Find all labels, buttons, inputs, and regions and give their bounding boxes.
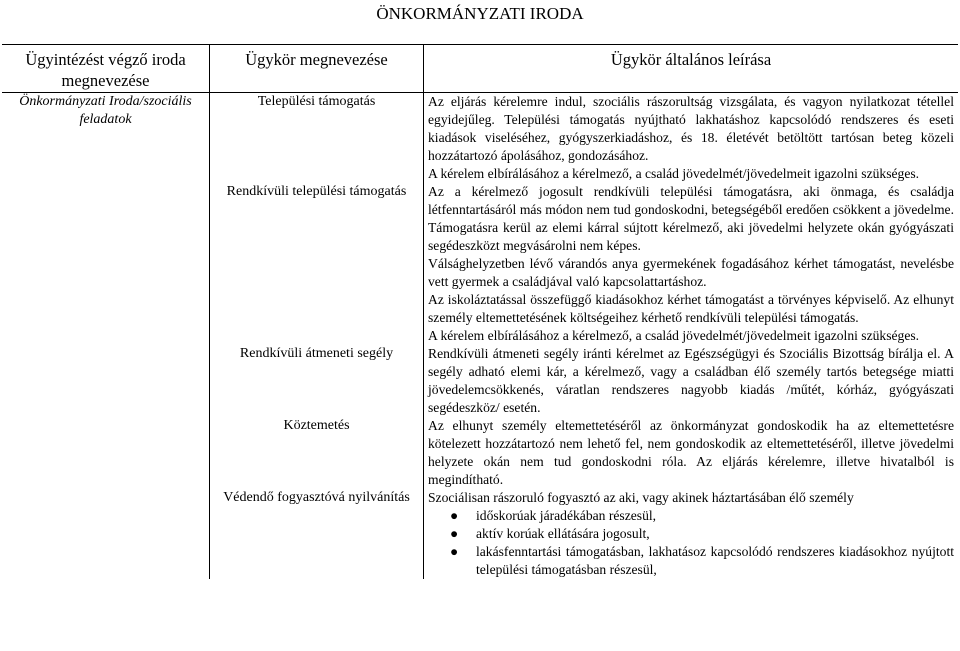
case-type: Települési támogatás [210, 93, 424, 184]
description-paragraph: Rendkívüli átmeneti segély iránti kérelmet az Egészségügyi és Szociális Bizottság bírálja el. A segély adható elemi kár, a kérelmező, vagy a családban élő személy tartós betegsége miatti jövedelemcsökkenés, váratlan rendszeres nagyobb kiadás /műtét, kórház, gyógyászati segédeszköz/ esetén. [428, 346, 954, 415]
bullet-icon: ● [450, 508, 459, 523]
table-row [2, 93, 958, 184]
case-description [424, 417, 959, 489]
case-type: Rendkívüli átmeneti segély [210, 345, 424, 417]
description-paragraph: Az a kérelmező jogosult rendkívüli települési támogatásra, aki önmaga, és családja létfenntartásáról más módon nem tud gondoskodni, betegségéből eredően csökkent a jövedelme. Támogatásra kerül az elemi kárral sújtott kérelmező, aki jövedelmi helyzete okán gyógyászati segédeszközt megvásárolni nem képes. [428, 184, 954, 253]
case-type: Rendkívüli települési támogatás [210, 183, 424, 345]
page-title: ÖNKORMÁNYZATI IRODA [376, 4, 584, 23]
description-paragraph: A kérelem elbírálásához a kérelmező, a család jövedelmét/jövedelmeit igazolni szükséges. [428, 328, 920, 343]
description-paragraph: Válsághelyzetben lévő várandós anya gyermekének fogadásához kérhet támogatást, nevelésbe vett gyermek a családjával való kapcsolattartáshoz. [428, 256, 954, 289]
description-paragraph: Szociálisan rászoruló fogyasztó az aki, vagy akinek háztartásában élő személy [428, 490, 854, 505]
services-table [2, 44, 958, 579]
table-header-row [2, 45, 958, 93]
case-type: Védendő fogyasztóvá nyilvánítás [210, 489, 424, 579]
list-item: ● aktív korúak ellátására jogosult, [450, 526, 650, 541]
description-paragraph: Az elhunyt személy eltemettetéséről az önkormányzat gondoskodik ha az eltemettetésre kötelezett hozzátartozó nem lehető fel, nem gondoskodik az eltemettetéséről, illetve jövedelmi helyzete okán nem tud gondoskodni róla. Az eljárás kérelemre, illetve hivatalból is megindítható. [428, 418, 954, 487]
case-type: Köztemetés [210, 417, 424, 489]
header-office: Ügyintézést végző iroda megnevezése [2, 45, 210, 93]
description-paragraph: A kérelem elbírálásához a kérelmező, a család jövedelmét/jövedelmeit igazolni szükséges. [428, 166, 920, 181]
office-name: Önkormányzati Iroda/szociális feladatok [2, 93, 210, 580]
description-paragraph: Az eljárás kérelemre indul, szociális rászorultság vizsgálata, és vagyon nyilatkozat tétellel egyidejűleg. Települési támogatás nyújtható lakhatáshoz kapcsolódó rendszeres és eseti kiadások viseléséhez, gyógyszerkiadáshoz, és 18. életévét betöltött tartósan beteg közeli hozzátartozó ápolásához, gondozásához. [428, 94, 954, 163]
case-description [424, 93, 959, 184]
case-description [424, 183, 959, 345]
case-description [424, 489, 959, 579]
list-item: ● időskorúak járadékában részesül, [450, 508, 657, 523]
bullet-icon: ● [450, 544, 459, 559]
bullet-list [428, 507, 954, 579]
description-paragraph: Az iskoláztatással összefüggő kiadásokhoz kérhet támogatást a törvényes képviselő. Az elhunyt személy eltemettetésének költségeihez kérhető rendkívüli települési támogatás. [428, 292, 954, 325]
header-case-type: Ügykör megnevezése [210, 45, 424, 93]
list-item: ● lakásfenntartási támogatásban, lakhatásoz kapcsolódó rendszeres kiadásokhoz nyújtott települési támogatásban részesül, [450, 544, 954, 577]
case-description [424, 345, 959, 417]
bullet-icon: ● [450, 526, 459, 541]
header-description: Ügykör általános leírása [610, 50, 772, 69]
